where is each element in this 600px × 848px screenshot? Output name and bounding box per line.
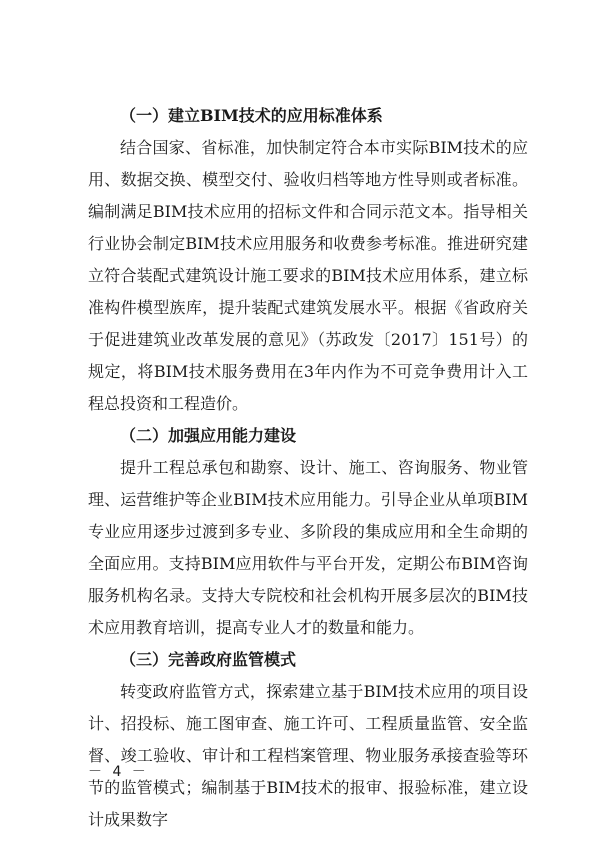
section-heading-2: （二）加强应用能力建设 (120, 426, 297, 445)
section-paragraph-3: 转变政府监管方式，探索建立基于BIM技术应用的项目设计、招投标、施工图审查、施工许可、工程质量监管、安全监督、竣工验收、审计和工程档案管理、物业服务承接查验等环节的监管模式；编制基于BIM技术的报审、报验标准，建立设计成果数字 (88, 682, 528, 829)
section-heading-3: （三）完善政府监管模式 (120, 650, 297, 669)
page-number: － 4 － (88, 764, 149, 780)
section-heading-1: （一）建立BIM技术的应用标准体系 (120, 106, 383, 125)
document-body (88, 100, 528, 836)
section-paragraph-1: 结合国家、省标准，加快制定符合本市实际BIM技术的应用、数据交换、模型交付、验收归档等地方性导则或者标准。编制满足BIM技术应用的招标文件和合同示范文本。指导相关行业协会制定BIM技术应用服务和收费参考标准。推进研究建立符合装配式建筑设计施工要求的BIM技术应用体系，建立标准构件模型族库，提升装配式建筑发展水平。根据《省政府关于促进建筑业改革发展的意见》（苏政发〔2017〕151号）的规定，将BIM技术服务费用在3年内作为不可竞争费用计入工程总投资和工程造价。 (88, 138, 528, 413)
section-paragraph-2: 提升工程总承包和勘察、设计、施工、咨询服务、物业管理、运营维护等企业BIM技术应用能力。引导企业从单项BIM专业应用逐步过渡到多专业、多阶段的集成应用和全生命期的全面应用。支持BIM应用软件与平台开发，定期公布BIM咨询服务机构名录。支持大专院校和社会机构开展多层次的BIM技术应用教育培训，提高专业人才的数量和能力。 (88, 458, 528, 637)
